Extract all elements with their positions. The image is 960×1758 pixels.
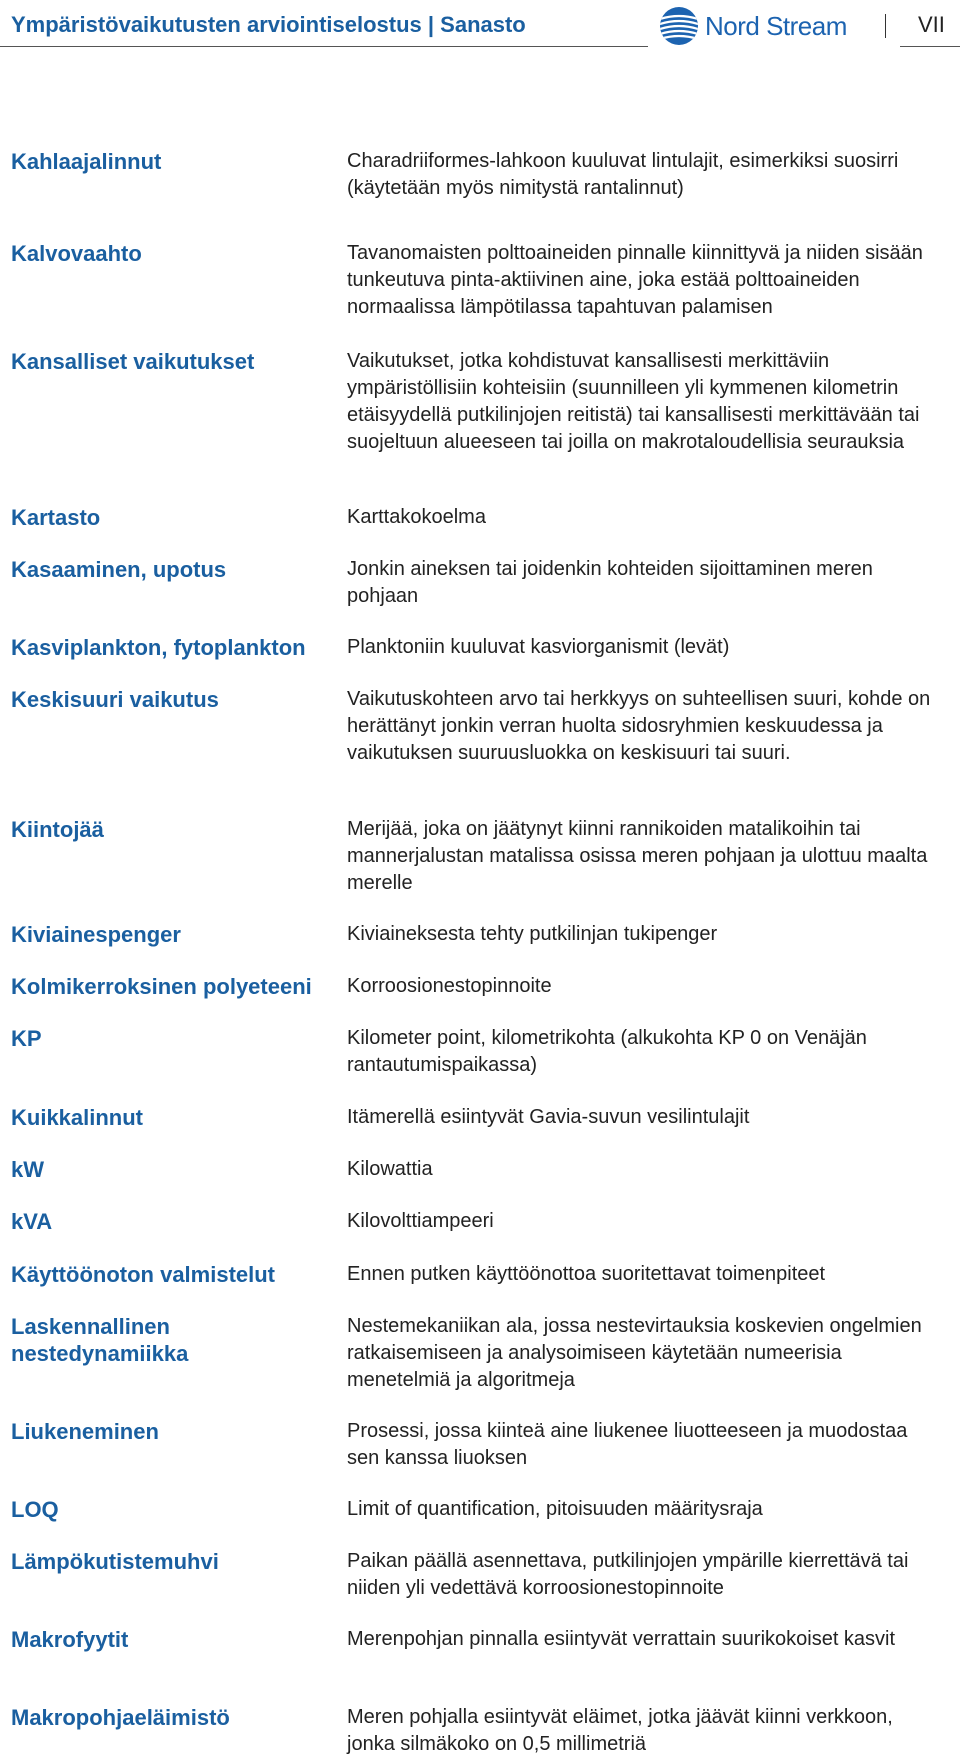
page-number-divider <box>885 14 886 38</box>
header-rule-right <box>900 46 960 47</box>
glossary-definition: Paikan päällä asennettava, putkilinjojen ympärille kierrettävä tai niiden yli vedettävä korroosionestopinnoite <box>347 1550 909 1599</box>
header-title: Ympäristövaikutusten arviointiselostus | Sanasto <box>11 12 526 37</box>
glossary-definition: Kilovolttiampeeri <box>347 1210 494 1232</box>
glossary-term: Kalvovaahto <box>11 241 142 266</box>
glossary-term: kVA <box>11 1209 53 1234</box>
glossary-term: Laskennallinen nestedynamiikka <box>11 1314 189 1366</box>
glossary-term: Kiintojää <box>11 817 104 842</box>
glossary-term: Kartasto <box>11 505 101 530</box>
glossary-term: kW <box>11 1157 44 1182</box>
glossary-definition: Karttakokoelma <box>347 506 486 528</box>
header-rule <box>0 46 648 47</box>
glossary-term: Lämpökutistemuhvi <box>11 1549 219 1574</box>
glossary-definition: Jonkin aineksen tai joidenkin kohteiden sijoittaminen meren pohjaan <box>347 558 873 607</box>
glossary-definition: Prosessi, jossa kiinteä aine liukenee liuotteeseen ja muodostaa sen kanssa liuoksen <box>347 1420 908 1469</box>
glossary-definition: Charadriiformes-lahkoon kuuluvat lintulajit, esimerkiksi suosirri (käytetään myös nimitystä rantalinnut) <box>347 150 899 199</box>
logo-text: Nord Stream <box>705 11 847 41</box>
glossary-definition: Planktoniin kuuluvat kasviorganismit (levät) <box>347 636 730 658</box>
glossary-term: Kolmikerroksinen polyeteeni <box>11 974 312 999</box>
glossary-definition: Nestemekaniikan ala, jossa nestevirtauksia koskevien ongelmien ratkaisemiseen ja analysoimiseen käytetään numeerisia menetelmiä ja algoritmeja <box>347 1315 922 1391</box>
glossary-definition: Meren pohjalla esiintyvät eläimet, jotka jäävät kiinni verkkoon, jonka silmäkoko on 0,5 millimetriä <box>347 1706 893 1755</box>
glossary-definition: Kilometer point, kilometrikohta (alkukohta KP 0 on Venäjän rantautumispaikassa) <box>347 1027 867 1076</box>
glossary-term: Kasviplankton, fytoplankton <box>11 635 306 660</box>
glossary-definition: Itämerellä esiintyvät Gavia-suvun vesilintulajit <box>347 1106 750 1128</box>
glossary-term: Keskisuuri vaikutus <box>11 687 219 712</box>
glossary-definition: Merijää, joka on jäätynyt kiinni rannikoiden matalikoihin tai mannerjalustan matalissa osissa meren pohjaan ja ulottuu maalta merelle <box>347 818 928 894</box>
glossary-term: KP <box>11 1026 42 1051</box>
glossary-term: LOQ <box>11 1497 59 1522</box>
glossary-definition: Vaikutukset, jotka kohdistuvat kansallisesti merkittäviin ympäristöllisiin kohteisiin (suunnilleen yli kymmenen kilometrin etäisyydellä putkilinjojen reitistä) tai kansallisesti merkittävään tai suojeltuun alueeseen tai joilla on makrotaloudellisia seurauksia <box>347 350 920 453</box>
page-number: VII <box>918 12 945 37</box>
glossary-definition: Kilowattia <box>347 1158 433 1180</box>
glossary-term: Käyttöönoton valmistelut <box>11 1262 276 1287</box>
glossary-definition: Merenpohjan pinnalla esiintyvät verrattain suurikokoiset kasvit <box>347 1628 896 1650</box>
glossary-term: Kahlaajalinnut <box>11 149 162 174</box>
page-header <box>0 0 960 52</box>
glossary-term: Kasaaminen, upotus <box>11 557 227 582</box>
glossary-definition: Vaikutuskohteen arvo tai herkkyys on suhteellisen suuri, kohde on herättänyt jonkin verran huolta sidosryhmien keskuudessa ja vaikutuksen suuruusluokka on keskisuuri tai suuri. <box>347 688 931 764</box>
nord-stream-logo <box>659 6 849 46</box>
glossary-definition: Limit of quantification, pitoisuuden määritysraja <box>347 1498 763 1520</box>
glossary-term: Kiviainespenger <box>11 922 181 947</box>
globe-icon <box>659 6 699 46</box>
glossary-term: Makrofyytit <box>11 1627 129 1652</box>
glossary-definition: Kiviaineksesta tehty putkilinjan tukipenger <box>347 923 718 945</box>
glossary-definition: Korroosionestopinnoite <box>347 975 552 997</box>
glossary-term: Makropohjaeläimistö <box>11 1705 230 1730</box>
glossary-term: Kansalliset vaikutukset <box>11 349 255 374</box>
glossary-definition: Ennen putken käyttöönottoa suoritettavat toimenpiteet <box>347 1263 826 1285</box>
glossary-term: Kuikkalinnut <box>11 1105 144 1130</box>
glossary-definition: Tavanomaisten polttoaineiden pinnalle kiinnittyvä ja niiden sisään tunkeutuva pinta-aktiivinen aine, joka estää polttoaineiden normaalissa lämpötilassa tapahtuvan palamisen <box>347 242 923 318</box>
glossary-term: Liukeneminen <box>11 1419 159 1444</box>
